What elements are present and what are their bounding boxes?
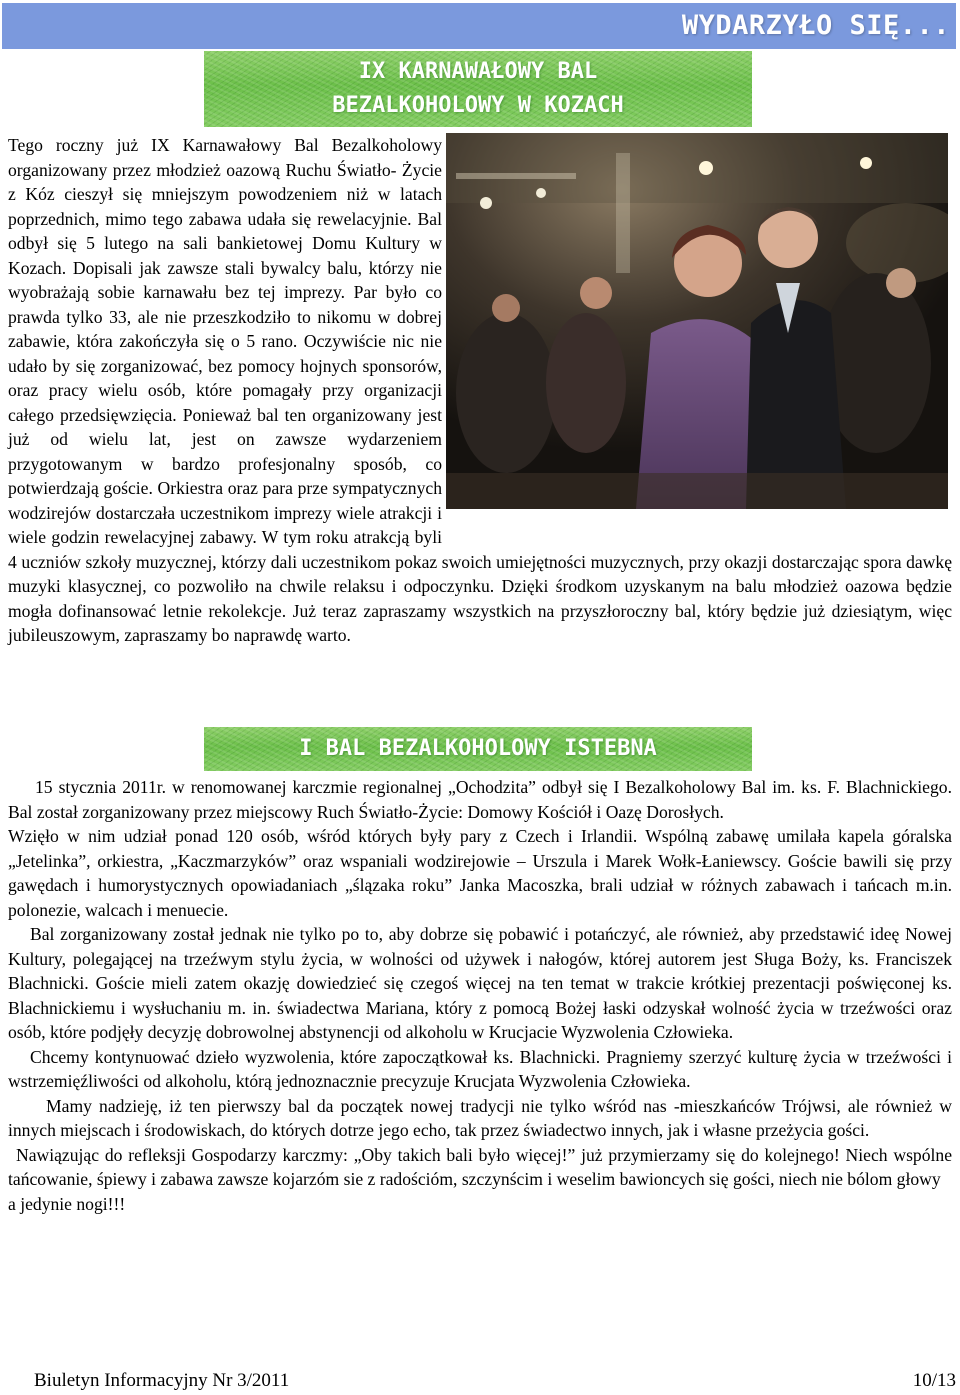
article2-paragraph: 15 stycznia 2011r. w renomowanej karczmie regionalnej „Ochodzita” odbył się I Bezalkoholowy Bal im. ks. F. Blachnickiego. Bal został zorganizowany przez miejscowy Ruch Światło-Życie: Domowy Kościół i Oazę Dorosłych. (8, 777, 952, 822)
article2-paragraph: a jedynie nogi!!! (8, 1193, 126, 1214)
article1-paragraph: Tego roczny już IX Karnawałowy Bal Bezalkoholowy organizowany przez młodzież oazową Ruchu Światło- Życie z Kóz cieszył się mniejszym powodzeniem niż w latach poprzednich, mimo tego zabawa udała się rewelacyjnie. Bal odbył się 5 lutego na sali bankietowej Domu Kultury w Kozach. Dopisali jak zawsze stali bywalcy balu, którzy nie wyobrażają sobie karnawału bez tej imprezy. Par było co prawda tylko 33, ale nie przeszkodziło to nikomu w dobrej zabawie, która zakończyła się o 5 rano. Oczywiście nic nie udało by się zorganizować, bez pomocy hojnych sponsorów, oraz pracy wielu osób, które pomagały przy organizacji całego przedsięwzięcia. Ponieważ bal ten organizowany jest już od wielu lat, jest on zawsze wydarzeniem przygotowanym w bardzo profesjonalny sposób, co potwierdzają goście. Orkiestra oraz para prze sympatycznych wodzirejów dostarczała uczestnikom imprezy wiele atrakcji i wiele godzin rewelacyjnej zabawy. W tym roku atrakcją byli 4 uczniów szkoły muzycznej, którzy dali uczestnikom pokaz swoich umiejętności muzycznych, przy okazji dostarczając spora dawkę muzyki klasycznej, co pozwoliło na chwile relaksu i odpoczynku. Dzięki środkom uzyskanym na balu młodzież oazowa będzie mogła dofinansować letnie rekolekcje. Już teraz zapraszamy wszystkich na przyszłoroczny bal, który będzie już dziesiątym, więc jubileuszowym, zapraszamy bo naprawdę warto. (8, 135, 952, 645)
article2-title-banner (204, 727, 752, 771)
footer-publication: Biuletyn Informacyjny Nr 3/2011 (34, 1370, 290, 1391)
article2-paragraph: Chcemy kontynuować dzieło wyzwolenia, które zapoczątkował ks. Blachnicki. Pragniemy szerzyć kulturę życia w trzeźwości i wstrzemięźliwości od alkoholu, którą jednoznacznie precyzuje Krucjata Wyzwolenia Człowieka. (8, 1046, 952, 1091)
article2-paragraph: Nawiązując do refleksji Gospodarzy karczmy: „Oby takich bali było więcej!” już przymierzamy się do kolejnego! Niech wspólne tańcowanie, śpiewy i zabawa zawsze kojarzóm sie z radościóm, szczynścim i weselim bawioncych się gości, niech nie bólom głowy (8, 1144, 952, 1189)
article1-title-banner (204, 51, 752, 127)
article2-body (8, 775, 952, 1216)
article2-title: I BAL BEZALKOHOLOWY ISTEBNA (299, 736, 657, 761)
footer-page-number: 10/13 (912, 1370, 956, 1391)
article1-title-line2: BEZALKOHOLOWY W KOZACH (332, 93, 624, 118)
article2-paragraph: Mamy nadzieję, iż ten pierwszy bal da początek nowej tradycji nie tylko wśród nas -mieszkańców Trójwsi, ale również w innych miejscach i środowiskach, do których dotrze jego echo, tak przez świadectwo innych, jak i własne przeżycia gości. (8, 1095, 952, 1140)
article1-title-line1: IX KARNAWAŁOWY BAL (358, 59, 598, 84)
section-header (2, 3, 956, 49)
article1-body (8, 133, 952, 648)
article2-paragraph: Bal zorganizowany został jednak nie tylko po to, aby dobrze się pobawić i potańczyć, ale również, aby przedstawić ideę Nowej Kultury, polegającej na trzeźwym stylu życia, w wolności od używek i nałogów, której autorem jest Sługa Boży, ks. Franciszek Blachnicki. Goście mieli zatem okazję dowiedzieć się czegoś więcej na ten temat w trakcie krótkiej prezentacji poświęconej ks. Blachnickiemu i wysłuchaniu m. in. świadectwa Mariana, który z pomocą Bożej łaski odzyskał wolność życia w trzeźwości oraz osób, które podjęły decyzję dobrowolnej abstynencji od alkoholu w Krucjacie Wyzwolenia Człowieka. (8, 924, 952, 1042)
article2-paragraph: Wzięło w nim udział ponad 120 osób, wśród których były pary z Czech i Irlandii. Wspólną zabawę umilała kapela góralska „Jetelinka”, orkiestra, „Kaczmarzyków” oraz wspaniali wodzirejowie – Urszula i Marek Wołk-Łaniewscy. Goście bawili się przy gawędach i humorystycznych opowiadaniach „ślązaka roku” Janka Macoszka, brali udział w różnych zabawach i tańcach m.in. polonezie, walcach i menuecie. (8, 826, 952, 920)
section-title: WYDARZYŁO SIĘ... (681, 10, 950, 41)
